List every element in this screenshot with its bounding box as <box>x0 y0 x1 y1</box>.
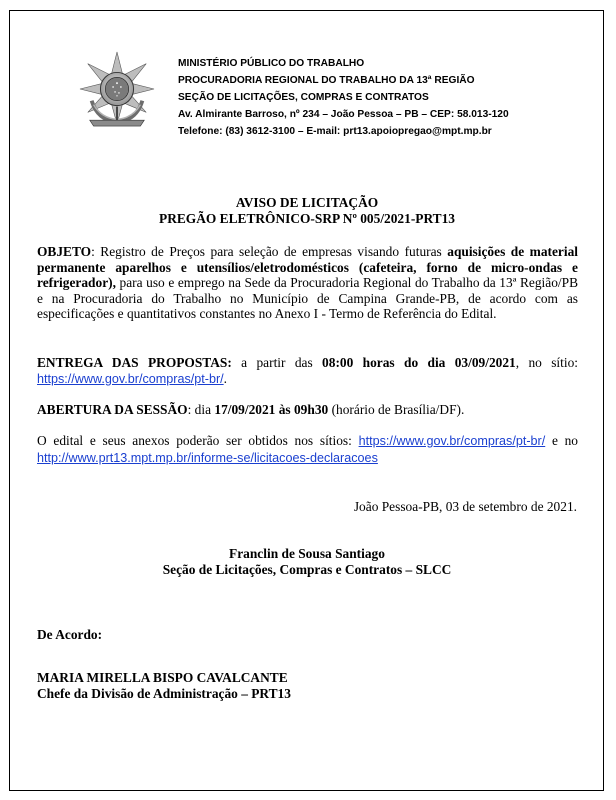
entrega-text-1: a partir das <box>231 355 323 370</box>
title-line-1: AVISO DE LICITAÇÃO <box>235 195 379 210</box>
letterhead-address: Av. Almirante Barroso, nº 234 – João Pessoa – PB – CEP: 58.013-120 <box>178 109 509 120</box>
edital-text-2: e no <box>545 433 578 448</box>
objeto-label: OBJETO <box>37 244 92 259</box>
title-line-2: PREGÃO ELETRÔNICO-SRP Nº 005/2021-PRT13 <box>159 211 455 226</box>
de-acordo-label: De Acordo: <box>37 627 103 642</box>
abertura-text-1: : dia <box>187 402 215 417</box>
letterhead-office: PROCURADORIA REGIONAL DO TRABALHO DA 13ª REGIÃO <box>178 75 475 86</box>
chief-block <box>37 670 291 702</box>
compras-link-2[interactable]: https://www.gov.br/compras/pt-br/ <box>358 434 546 448</box>
document-title <box>37 195 577 227</box>
edital-paragraph <box>37 433 578 466</box>
entrega-bold-1: 08:00 horas do dia 03/09/2021 <box>322 355 516 370</box>
signatory-role: Seção de Licitações, Compras e Contratos – SLCC <box>162 562 452 577</box>
dateline: João Pessoa-PB, 03 de setembro de 2021. <box>353 499 577 514</box>
entrega-label: ENTREGA DAS PROPOSTAS: <box>37 355 232 370</box>
abertura-paragraph <box>37 402 578 418</box>
abertura-text-2: (horário de Brasília/DF). <box>328 402 465 417</box>
abertura-label: ABERTURA DA SESSÃO <box>37 402 188 417</box>
letterhead <box>178 55 509 140</box>
signature-block <box>37 546 577 578</box>
letterhead-section: SEÇÃO DE LICITAÇÕES, COMPRAS E CONTRATOS <box>178 92 429 103</box>
letterhead-institution: MINISTÉRIO PÚBLICO DO TRABALHO <box>178 58 365 69</box>
chief-name: MARIA MIRELLA BISPO CAVALCANTE <box>37 670 288 685</box>
entrega-paragraph <box>37 355 578 387</box>
entrega-text-3: . <box>223 370 227 386</box>
entrega-text-2: , no sítio: <box>515 355 578 370</box>
signatory-name: Franclin de Sousa Santiago <box>229 546 385 561</box>
letterhead-contact: Telefone: (83) 3612-3100 – E-mail: prt13.apoiopregao@mpt.mp.br <box>178 126 492 137</box>
objeto-text-1: : Registro de Preços para seleção de empresas visando futuras <box>91 244 448 259</box>
prt13-link[interactable]: http://www.prt13.mpt.mp.br/informe-se/licitacoes-declaracoes <box>37 450 378 465</box>
chief-role: Chefe da Divisão de Administração – PRT13 <box>37 686 291 701</box>
objeto-text-2: para uso e emprego na Sede da Procuradoria Regional do Trabalho da 13ª Região/PB e na Procuradoria do Trabalho no Município de Campina Grande-PB, de acordo com as especificações e quantitativos constantes no Anexo I - Termo de Referência do Edital. <box>37 275 578 322</box>
abertura-bold-1: 17/09/2021 às 09h30 <box>214 402 329 417</box>
objeto-bold-1: aquisições de material permanente aparelhos e utensílios/eletrodomésticos (cafeteira, forno de micro-ondas e refrigerador), <box>37 244 579 291</box>
brazil-coat-of-arms-icon <box>78 50 156 128</box>
compras-link[interactable]: https://www.gov.br/compras/pt-br/ <box>37 371 224 386</box>
edital-text-1: O edital e seus anexos poderão ser obtidos nos sítios: <box>37 433 359 448</box>
objeto-paragraph <box>37 244 578 322</box>
